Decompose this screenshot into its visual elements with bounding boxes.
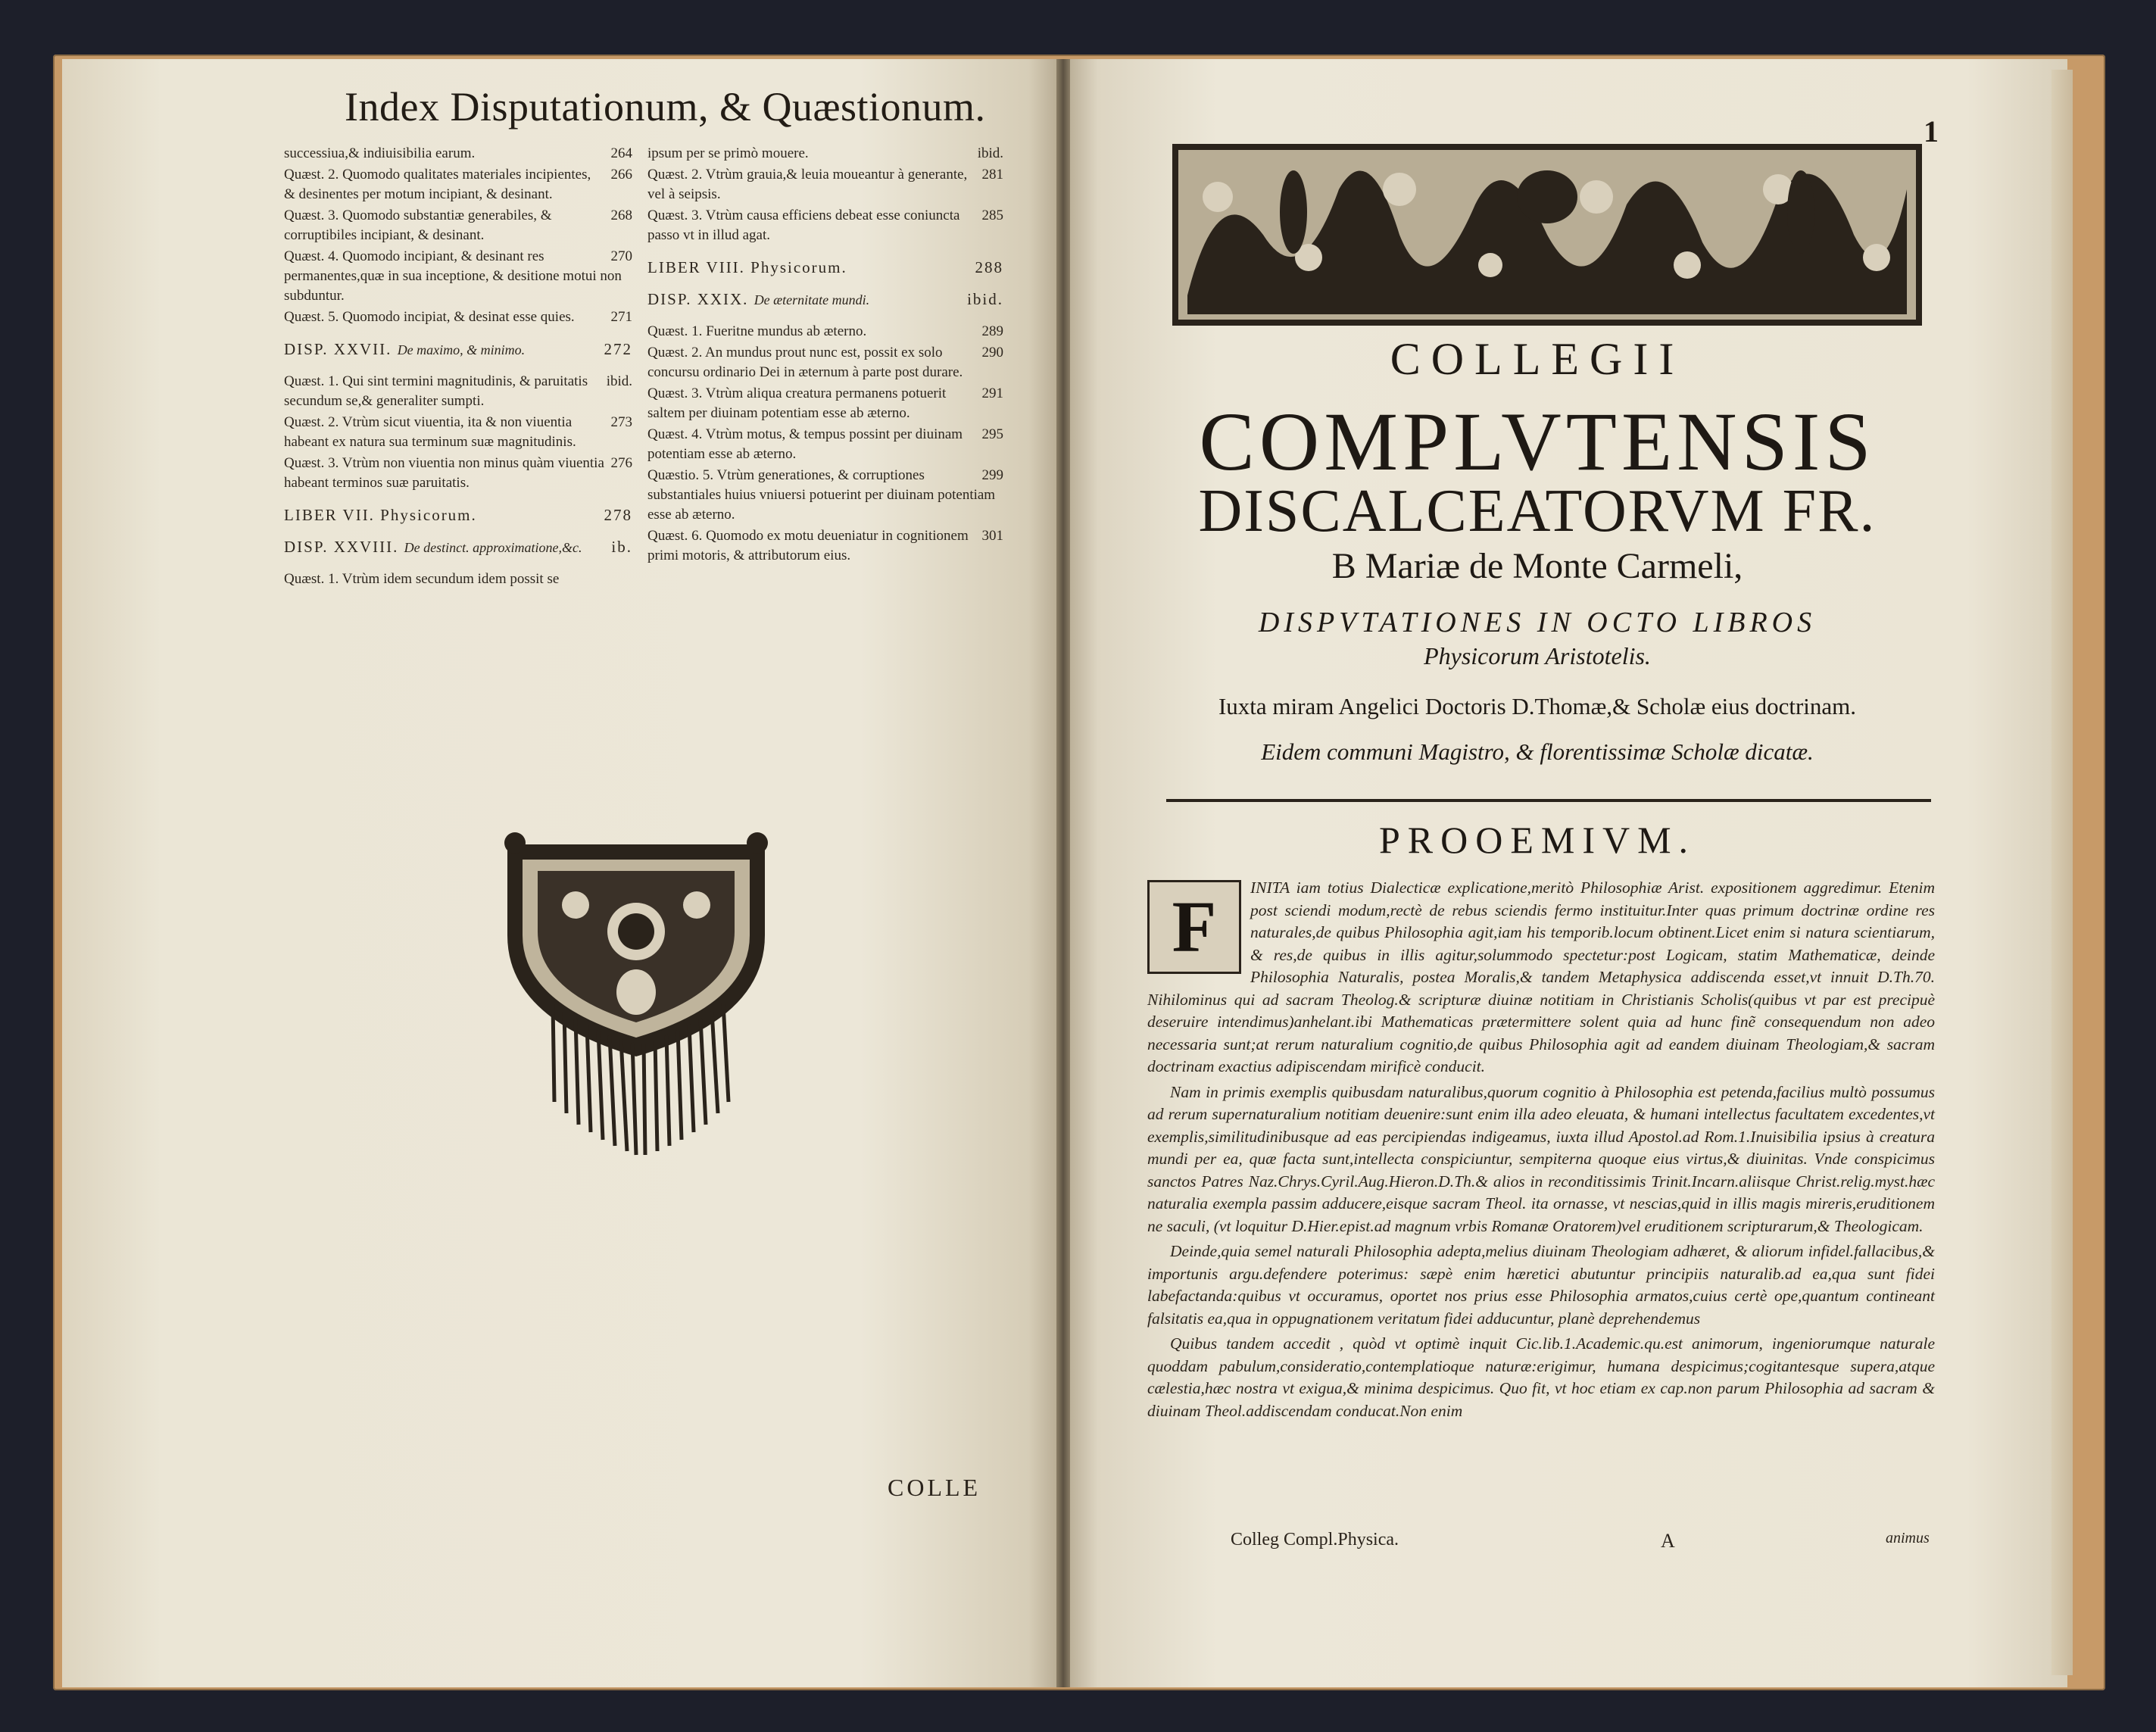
index-entry-text: Quæst. 4. Quomodo incipiant, & desinant res permanentes,quæ in sua inceptione, & desitione motui non subduntur.: [284, 248, 622, 304]
index-entry: [284, 165, 632, 204]
index-entry-text: Quæst. 6. Quomodo ex motu deueniatur in cognitionem primi motoris, & attributorum eius.: [647, 528, 969, 563]
book-gutter: [1056, 59, 1070, 1687]
index-heading-subtitle: De maximo, & minimo.: [397, 342, 526, 357]
index-entry: [284, 307, 632, 327]
index-entry: [647, 206, 1003, 245]
index-entry-text: Quæst. 2. An mundus prout nunc est, possit ex solo concursu ordinario Dei in æternum à parte post durare.: [647, 345, 963, 380]
index-page-ref: 299: [981, 467, 1003, 483]
index-entry-text: Quæst. 3. Quomodo substantiæ generabiles, & corruptibiles incipiant, & desinant.: [284, 208, 552, 243]
page-number: 1: [1924, 114, 1939, 148]
index-heading-subtitle: De æternitate mundi.: [754, 292, 870, 307]
index-entry: [647, 384, 1003, 423]
paragraph: INITA iam totius Dialecticæ explicatione,meritò Philosophiæ Arist. expositionem aggredimur. Etenim post sciendi modum,rectè de rebus sciendis fermo instituitur.Inter quas primum doctrinæ ordine res naturales,de quibus Philosophia agit,iam his temporib.locum obtinent.Licet enim si natura scientiarum, & res,de quibus in illis agitur,solummodo spectetur:post Logicam, statim Mathematicæ, deinde Philosophia Naturalis, postea Moralis,& tandem Metaphysica addiscenda esset,vt innuit D.Th.70. Nihilominus qui ad sacram Theolog.& scripturæ diuinæ notitiam in Christianis Scholis(quibus vt par est precipuè deseruire intendimus)anhelant.ibi Mathematicas prætermittere solent quia ad hunc finẽ consequendum non adeo necessaria sunt;at rerum naturalium cognitio,de quibus Philosophia agit ad eandem diuinam Theologiam,& sacram doctrinam exactius adipiscendam mirificè conducit.: [1147, 878, 1935, 1075]
index-entry-text: Quæst. 2. Vtrùm sicut viuentia, ita & non viuentia habeant ex natura sua terminum suæ magnitudinis.: [284, 414, 576, 450]
index-section-heading: [284, 505, 632, 525]
title-line-3: DISCALCEATORVM FR.: [1198, 478, 1877, 545]
index-heading-subtitle: De destinct. approximatione,&c.: [404, 540, 582, 555]
index-entry-text: Quæstio. 5. Vtrùm generationes, & corruptiones substantiales huius vniuersi potuerint per diuinam potentiam esse ab æterno.: [647, 467, 996, 523]
index-entry: [647, 466, 1003, 525]
index-entry-text: successiua,& indiuisibilia earum.: [284, 145, 476, 161]
index-page-ref: 272: [604, 340, 632, 358]
index-page-ref: 285: [981, 208, 1003, 223]
index-entry: [647, 165, 1003, 204]
title-line-7: Iuxta miram Angelici Doctoris D.Thomæ,& Scholæ eius doctrinam.: [1218, 693, 1857, 719]
index-entry-text: Quæst. 3. Vtrùm aliqua creatura permanens potuerit saltem per diuinam potentiam esse ab æterno.: [647, 385, 947, 421]
index-entry: [284, 144, 632, 164]
title-line-1: COLLEGII: [1390, 334, 1685, 384]
footer-catchword: animus: [1886, 1530, 1930, 1546]
index-page-ref: ibid.: [977, 145, 1003, 161]
headpiece-ornament: [1172, 144, 1922, 326]
index-section-heading: [647, 257, 1003, 277]
index-entry-text: LIBER VII. Physicorum.: [284, 506, 477, 524]
index-page-ref: ib.: [611, 538, 632, 556]
title-line-5: DISPVTATIONES IN OCTO LIBROS: [1258, 607, 1817, 638]
index-entry-text: DISP. XXVII.: [284, 340, 392, 358]
title-line-2: COMPLVTENSIS: [1199, 395, 1876, 488]
index-entry-text: Quæst. 1. Qui sint termini magnitudinis, & paruitatis secundum se,& generaliter sumpti.: [284, 373, 588, 409]
index-page-ref: 268: [610, 208, 632, 223]
index-entry: [647, 526, 1003, 566]
index-page-ref: 278: [604, 506, 632, 524]
index-page-ref: 276: [610, 455, 632, 471]
dropcap-initial: [1147, 880, 1241, 974]
title-line-6: Physicorum Aristotelis.: [1424, 642, 1651, 669]
index-page-ref: ibid.: [967, 290, 1003, 308]
index-page-ref: 270: [610, 248, 632, 264]
catchword-left: COLLE: [888, 1474, 981, 1501]
index-page-ref: 301: [981, 528, 1003, 544]
index-entry-text: Quæst. 2. Vtrùm grauia,& leuia moueantur à generante, vel à seipsis.: [647, 167, 968, 202]
tailpiece-ornament: [485, 829, 788, 1159]
index-column-2: [647, 144, 1003, 567]
index-page-ref: 291: [981, 385, 1003, 401]
index-entry: [284, 206, 632, 245]
index-entry: [647, 144, 1003, 164]
index-page-ref: 264: [610, 145, 632, 161]
index-page-ref: 271: [610, 309, 632, 325]
index-page-ref: 273: [610, 414, 632, 430]
index-entry: [284, 413, 632, 452]
index-entry-text: DISP. XXVIII.: [284, 538, 399, 556]
paragraph: Nam in primis exemplis quibusdam naturalibus,quorum cognitio à Philosophia est petenda,facilius multò possumus ad rerum supernaturalium notitiam deuenire:sunt enim illa adeo eleuata, & humani intellectus facultatem excedentes,vt exemplis,similitudinibusque ad eas percipiendas indigeamus, iuxta illud Apostol.ad Rom.1.Inuisibilia ipsius à creatura mundi per ea, quæ facta sunt,intellecta conspiciuntur, sempiterna quoque eius virtus,& diuinitas. Vnde conspicimus sanctos Patres Naz.Chrys.Cyril.Aug.Hieron.D.Th.& alios in reconditissimis Trinit.Incarn.aliisque Christ.relig.myst.hæc naturalia exempla passim adducere,eisque sacram Theol. ita ornasse, vt nescias,quid in illis magis mireris,eruditionem ne saculi, (vt loquitur D.Hier.epist.ad magnum vrbis Romanæ Oratorem)vel eruditionem scripturarum,& Theologicam.: [1147, 1082, 1935, 1235]
index-entry-text: Quæst. 1. Vtrùm idem secundum idem possit se: [284, 571, 560, 587]
index-entry-text: Quæst. 2. Quomodo qualitates materiales incipientes, & desinentes per motum incipiant, & desinant.: [284, 167, 591, 202]
paragraph: Deinde,quia semel naturali Philosophia adepta,melius diuinam Theologiam adhæret, & aliorum infidel.fallacibus,& importunis argu.defendere poterimus: sæpè enim hæretici abutuntur principiis naturalib.ad ea,qua sunt fidei labefactanda:quibus vt occuramus, oportet nos prius esse Philosophia armatos,cuius certè ope,quantum contineant falsitatis ea,qua in oppugnationem veritatum fidei adducuntur, planè deprehendemus: [1147, 1242, 1935, 1328]
index-entry: [284, 570, 632, 589]
index-section-heading: [284, 339, 632, 360]
body-text: [1147, 877, 1935, 1425]
index-entry: [284, 372, 632, 411]
index-page-ref: ibid.: [606, 373, 632, 389]
index-entry: [647, 343, 1003, 382]
index-entry-text: LIBER VIII. Physicorum.: [647, 258, 847, 276]
index-page-ref: 295: [981, 426, 1003, 442]
index-column-1: [284, 144, 632, 591]
dropcap-letter: F: [1172, 886, 1217, 967]
index-page-ref: 266: [610, 167, 632, 183]
index-entry-text: Quæst. 1. Fueritne mundus ab æterno.: [647, 323, 867, 339]
footer-signature-mark: A: [1661, 1530, 1675, 1552]
index-entry: [284, 247, 632, 306]
index-entry-text: Quæst. 3. Vtrùm causa efficiens debeat esse coniuncta passo vt in illud agat.: [647, 208, 960, 243]
index-entry-text: ipsum per se primò mouere.: [647, 145, 809, 161]
page-edges: [2051, 70, 2073, 1675]
index-section-heading: [284, 537, 632, 557]
proemium-heading: PROOEMIVM.: [1378, 819, 1696, 861]
index-entry-text: DISP. XXIX.: [647, 290, 749, 308]
index-page-ref: 288: [975, 258, 1003, 276]
index-entry-text: Quæst. 4. Vtrùm motus, & tempus possint per diuinam potentiam esse ab æterno.: [647, 426, 963, 462]
index-page-ref: 290: [981, 345, 1003, 360]
index-title: Index Disputationum, & Quæstionum.: [345, 84, 986, 130]
footer-signature-line: Colleg Compl.Physica.: [1231, 1530, 1399, 1549]
index-entry-text: Quæst. 3. Vtrùm non viuentia non minus quàm viuentia habeant terminos suæ paruitatis.: [284, 455, 604, 491]
index-entry-text: Quæst. 5. Quomodo incipiat, & desinat esse quies.: [284, 309, 575, 325]
index-page-ref: 281: [981, 167, 1003, 183]
index-section-heading: [647, 289, 1003, 310]
index-entry: [647, 322, 1003, 342]
title-line-8: Eidem communi Magistro, & florentissimæ Scholæ dicatæ.: [1261, 738, 1814, 765]
paragraph: Quibus tandem accedit , quòd vt optimè inquit Cic.lib.1.Academic.qu.est animorum, ingeniorumque naturale quoddam pabulum,consideratio,contemplatioque naturæ:erigimur, humana despicimus;cogitantesque supera,atque cælestia,hæc nostra vt exigua,& minima despicimus. Quo fit, vt hoc etiam ex cap.non parum Philosophia ad sacram & diuinam Theol.addiscendam conducat.Non enim: [1147, 1334, 1935, 1420]
title-line-4: B Mariæ de Monte Carmeli,: [1331, 546, 1743, 586]
index-entry: [284, 454, 632, 493]
index-page-ref: 289: [981, 323, 1003, 339]
horizontal-rule: [1166, 799, 1931, 802]
index-entry: [647, 425, 1003, 464]
